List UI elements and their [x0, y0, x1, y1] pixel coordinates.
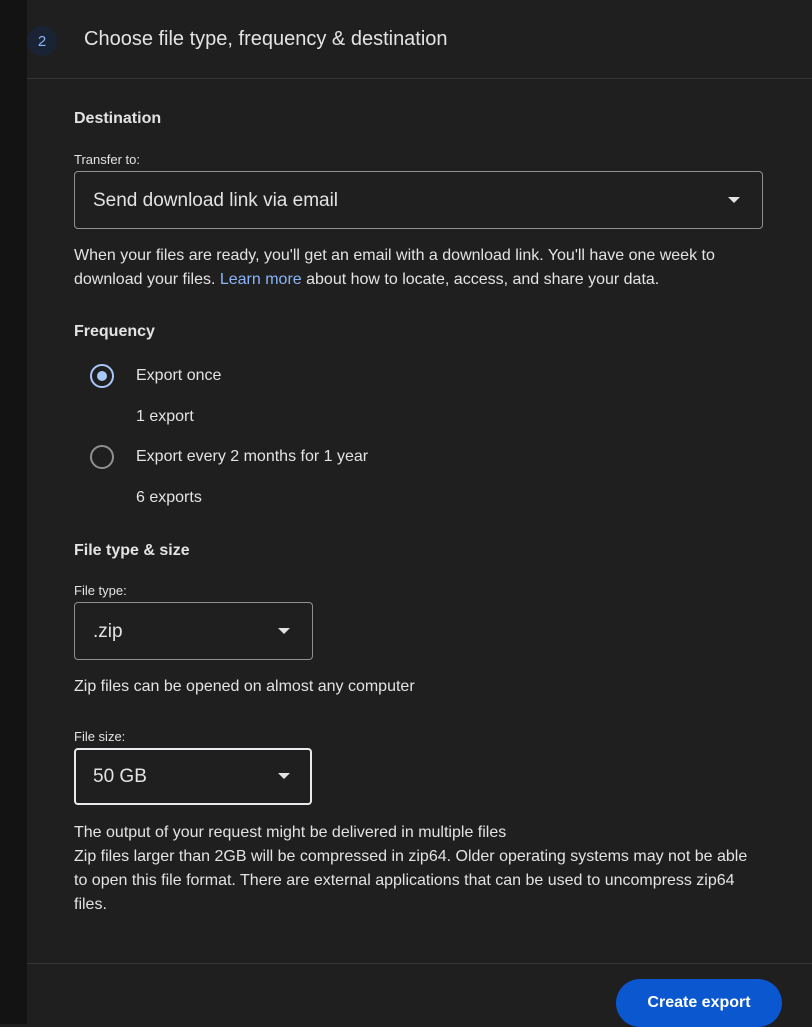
file-size-help-2: Zip files larger than 2GB will be compressed in zip64. Older operating systems may not be able to open this file format. There are external applications that can be used to uncompress zip64 files. [74, 848, 748, 913]
file-size-value: 50 GB [93, 766, 147, 787]
step-number-badge: 2 [27, 26, 57, 56]
radio-export-every-2-months[interactable] [90, 445, 114, 469]
file-type-value: .zip [93, 621, 123, 642]
destination-heading: Destination [74, 110, 162, 127]
radio-label-export-once[interactable]: Export once [136, 367, 222, 384]
frequency-heading: Frequency [74, 323, 155, 340]
transfer-to-select[interactable] [74, 171, 763, 229]
left-rail [0, 0, 27, 1024]
export-once-count: 1 export [136, 408, 194, 425]
chevron-down-icon [728, 197, 740, 203]
footer-divider [27, 963, 812, 964]
file-type-help: Zip files can be opened on almost any computer [74, 678, 415, 695]
chevron-down-icon [278, 773, 290, 779]
destination-description-text-end: about how to locate, access, and share your data. [301, 271, 660, 288]
destination-description [74, 244, 764, 292]
file-type-label: File type: [74, 583, 127, 598]
radio-label-export-every-2-months[interactable]: Export every 2 months for 1 year [136, 448, 369, 465]
file-size-select[interactable] [74, 748, 312, 805]
transfer-to-value: Send download link via email [93, 190, 339, 211]
file-type-size-heading: File type & size [74, 542, 190, 559]
transfer-to-label: Transfer to: [74, 152, 140, 167]
file-size-label: File size: [74, 729, 126, 744]
destination-description-text: When your files are ready, you'll get an email with a download link. You'll have one week to download your files. [74, 247, 715, 288]
step-title: Choose file type, frequency & destination [84, 28, 448, 50]
file-size-help-1: The output of your request might be delivered in multiple files [74, 824, 507, 841]
file-type-select[interactable] [74, 602, 313, 660]
learn-more-link[interactable]: Learn more [219, 271, 302, 288]
create-export-button[interactable]: Create export [616, 979, 782, 1027]
radio-export-once[interactable] [90, 364, 114, 388]
chevron-down-icon [278, 628, 290, 634]
export-every-2-months-count: 6 exports [136, 489, 202, 506]
